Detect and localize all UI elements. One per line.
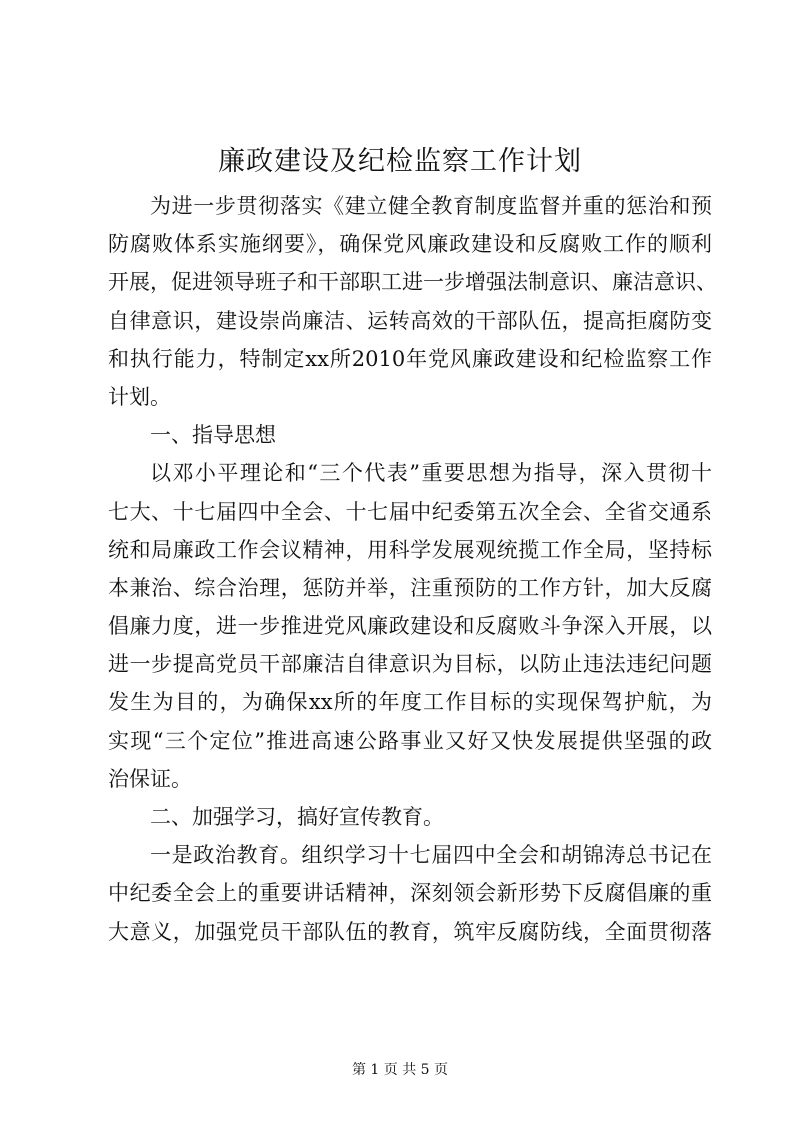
text-line: 本兼治、综合治理，惩防并举，注重预防的工作方针，加大反腐 xyxy=(108,575,712,600)
text-line: 七大、十七届四中全会、十七届中纪委第五次全会、全省交通系 xyxy=(108,499,712,524)
text-line: 实现“三个定位”推进高速公路事业又好又快发展提供坚强的政 xyxy=(108,728,712,753)
text-line: 倡廉力度，进一步推进党风廉政建设和反腐败斗争深入开展，以 xyxy=(108,614,712,639)
text-line: 计划。 xyxy=(108,384,171,409)
text-line: 统和局廉政工作会议精神，用科学发展观统揽工作全局，坚持标 xyxy=(108,537,712,562)
document-title: 廉政建设及纪检监察工作计划 xyxy=(218,146,582,177)
text-line: 防腐败体系实施纲要》，确保党风廉政建设和反腐败工作的顺利 xyxy=(108,232,712,257)
text-line: 中纪委全会上的重要讲话精神，深刻领会新形势下反腐倡廉的重 xyxy=(108,881,712,906)
text-line: 和执行能力，特制定xx所2010年党风廉政建设和纪检监察工作 xyxy=(108,346,712,371)
text-line: 发生为目的，为确保xx所的年度工作目标的实现保驾护航，为 xyxy=(108,690,712,715)
text-line: 开展，促进领导班子和干部职工进一步增强法制意识、廉洁意识、 xyxy=(108,270,717,295)
text-line: 二、加强学习，搞好宣传教育。 xyxy=(150,805,444,829)
text-line: 以邓小平理论和“三个代表”重要思想为指导，深入贯彻十 xyxy=(150,461,712,486)
text-line: 一、指导思想 xyxy=(150,423,276,448)
text-line: 一是政治教育。组织学习十七届四中全会和胡锦涛总书记在 xyxy=(150,843,712,868)
text-line: 大意义，加强党员干部队伍的教育，筑牢反腐防线，全面贯彻落 xyxy=(108,919,712,944)
text-line: 自律意识，建设崇尚廉洁、运转高效的干部队伍，提高拒腐防变 xyxy=(108,308,712,333)
page-footer: 第 1 页 共 5 页 xyxy=(351,1062,449,1078)
text-line: 进一步提高党员干部廉洁自律意识为目标，以防止违法违纪问题 xyxy=(108,652,712,677)
document-body xyxy=(108,187,717,951)
text-line: 治保证。 xyxy=(108,766,192,791)
text-line: 为进一步贯彻落实《建立健全教育制度监督并重的惩治和预 xyxy=(150,194,712,218)
